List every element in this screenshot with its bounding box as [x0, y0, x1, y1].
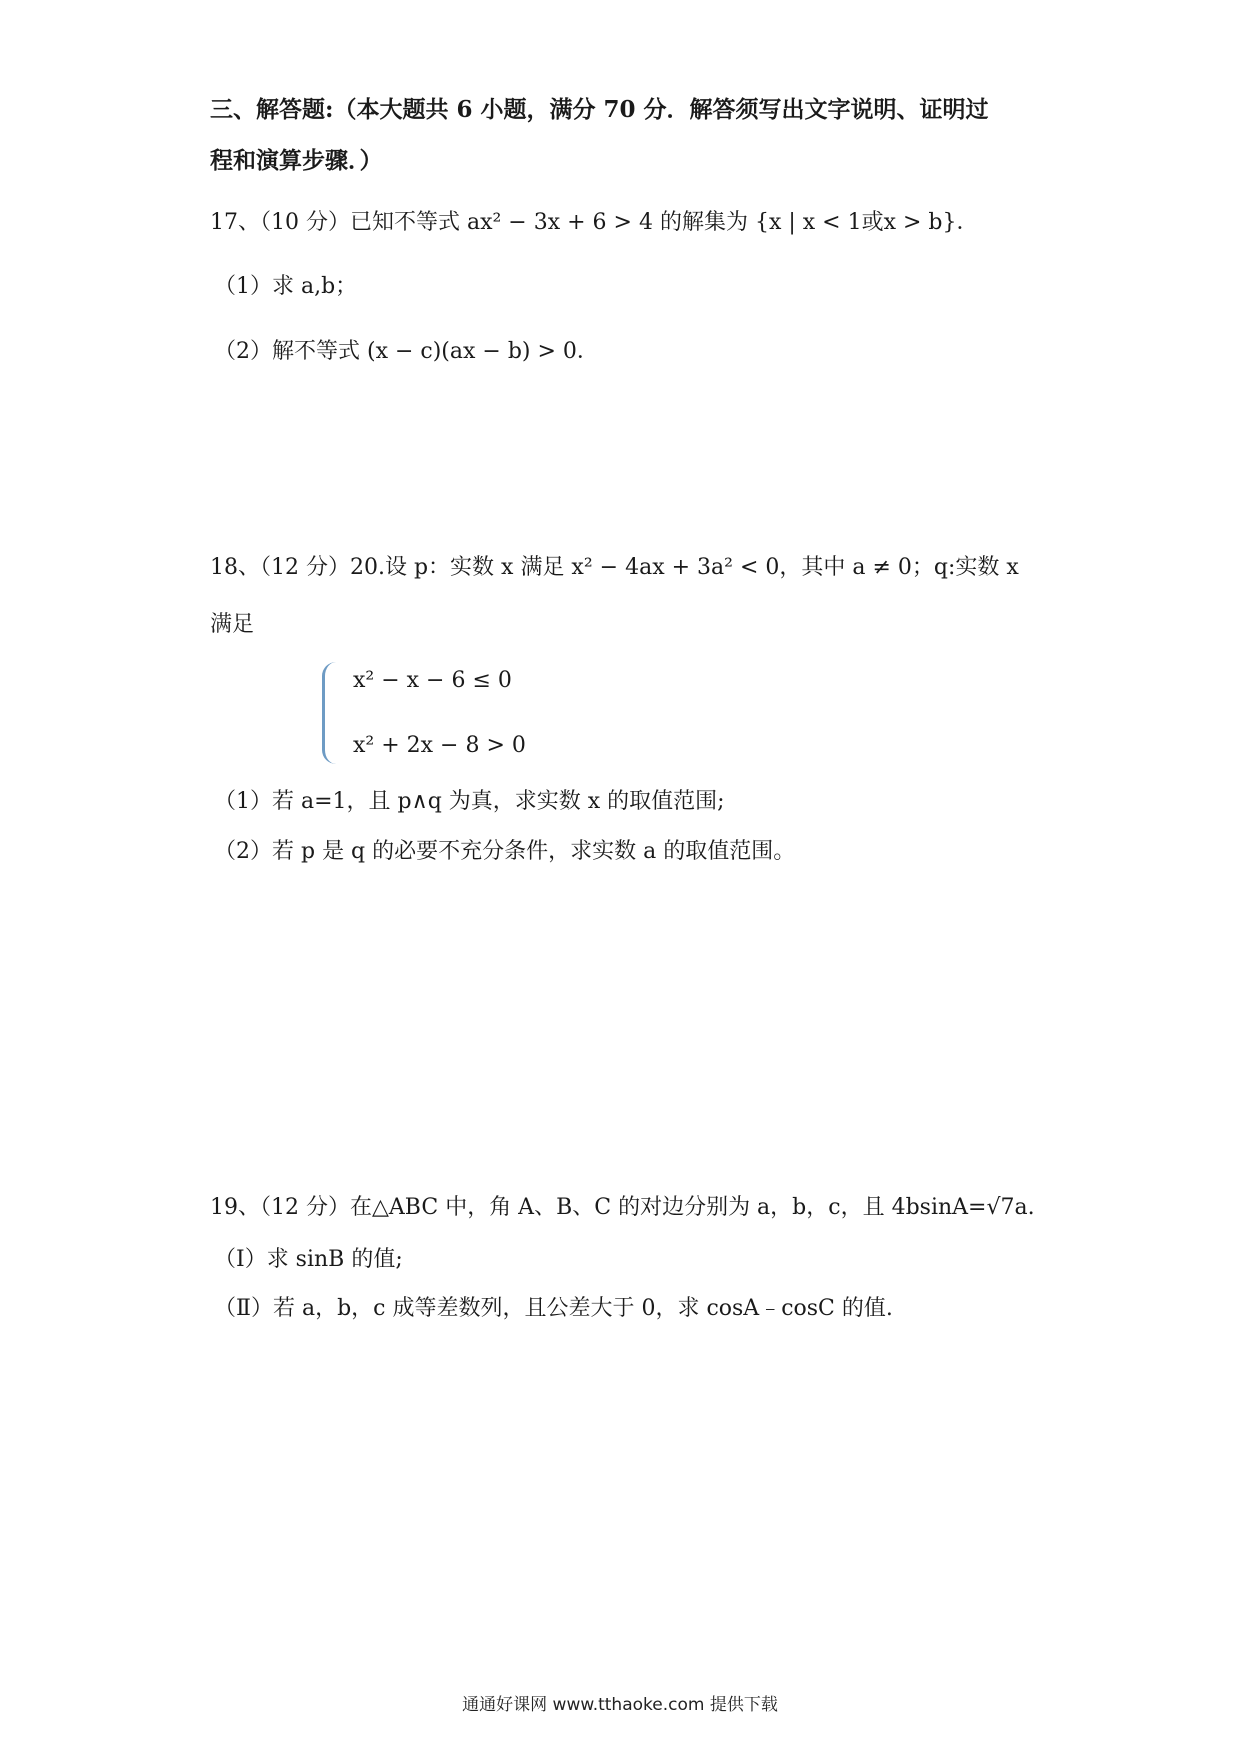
- system-inequality-2: x² + 2x − 8 > 0: [353, 733, 526, 758]
- question-19-part-2: （Ⅱ）若 a，b，c 成等差数列，且公差大于 0，求 cosA﹣cosC 的值.: [214, 1296, 893, 1321]
- system-inequality-1: x² − x − 6 ≤ 0: [353, 668, 512, 693]
- question-17-part-1: （1）求 a,b；: [214, 274, 358, 299]
- page-footer: 通通好课网 www.tthaoke.com 提供下载: [462, 1695, 778, 1715]
- section-heading-line2: 程和演算步骤．）: [210, 147, 383, 174]
- question-18-stem-continued: 满足: [210, 612, 255, 637]
- question-19-stem: 19、（12 分）在△ABC 中，角 A、B、C 的对边分别为 a，b，c，且 4bsinA=√7a.: [210, 1195, 1035, 1220]
- question-17-stem: 17、（10 分）已知不等式 ax² − 3x + 6 > 4 的解集为 {x | x < 1或x > b}．: [210, 210, 979, 235]
- system-brace: [322, 662, 345, 764]
- question-18-stem: 18、（12 分）20.设 p：实数 x 满足 x² − 4ax + 3a² < 0，其中 a ≠ 0；q:实数 x: [210, 555, 1019, 580]
- question-18-part-2: （2）若 p 是 q 的必要不充分条件，求实数 a 的取值范围。: [214, 839, 796, 864]
- question-19-part-1: （Ⅰ）求 sinB 的值;: [214, 1247, 403, 1272]
- question-18-part-1: （1）若 a=1，且 p∧q 为真，求实数 x 的取值范围;: [214, 789, 725, 814]
- section-heading-line1: 三、解答题:（本大题共 6 小题，满分 70 分．解答须写出文字说明、证明过: [210, 96, 989, 123]
- question-17-part-2: （2）解不等式 (x − c)(ax − b) > 0．: [214, 339, 599, 364]
